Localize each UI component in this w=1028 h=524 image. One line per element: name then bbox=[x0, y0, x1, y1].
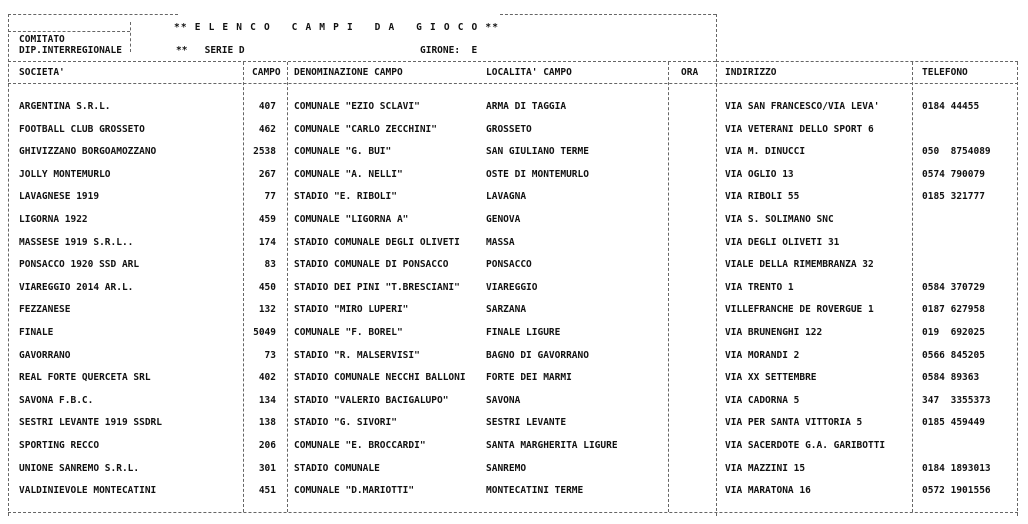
cell-localita: OSTE DI MONTEMURLO bbox=[486, 169, 589, 180]
cell-campo: 73 bbox=[264, 350, 276, 361]
cell-localita: FORTE DEI MARMI bbox=[486, 372, 572, 383]
cell-campo: 459 bbox=[258, 214, 276, 225]
cell-societa: PONSACCO 1920 SSD ARL bbox=[19, 259, 140, 270]
cell-societa: SAVONA F.B.C. bbox=[19, 395, 94, 406]
cell-societa: JOLLY MONTEMURLO bbox=[19, 169, 111, 180]
cell-societa: ARGENTINA S.R.L. bbox=[19, 101, 111, 112]
cell-campo: 134 bbox=[258, 395, 276, 406]
cell-societa: FOOTBALL CLUB GROSSETO bbox=[19, 124, 145, 135]
cell-indirizzo: VIA RIBOLI 55 bbox=[725, 191, 800, 202]
cell-campo: 451 bbox=[258, 485, 276, 496]
col-header-telefono: TELEFONO bbox=[922, 67, 968, 78]
cell-campo: 174 bbox=[258, 237, 276, 248]
col-sep-ora bbox=[668, 62, 669, 512]
cell-indirizzo: VIA SAN FRANCESCO/VIA LEVA' bbox=[725, 101, 880, 112]
table-bottom-rule bbox=[8, 512, 1018, 513]
cell-campo: 407 bbox=[258, 101, 276, 112]
cell-denominazione: STADIO COMUNALE NECCHI BALLONI bbox=[294, 372, 466, 383]
cell-telefono: 0185 459449 bbox=[922, 417, 985, 428]
cell-denominazione: COMUNALE "F. BOREL" bbox=[294, 327, 403, 338]
cell-denominazione: STADIO "R. MALSERVISI" bbox=[294, 350, 420, 361]
col-header-indirizzo: INDIRIZZO bbox=[725, 67, 777, 78]
col-sep-denominazione bbox=[287, 62, 288, 512]
cell-indirizzo: VIA MORANDI 2 bbox=[725, 350, 800, 361]
cell-localita: BAGNO DI GAVORRANO bbox=[486, 350, 589, 361]
left-border bbox=[8, 14, 9, 516]
cell-campo: 5049 bbox=[253, 327, 276, 338]
cell-denominazione: STADIO "MIRO LUPERI" bbox=[294, 304, 409, 315]
cell-campo: 138 bbox=[258, 417, 276, 428]
cell-denominazione: COMUNALE "A. NELLI" bbox=[294, 169, 403, 180]
cell-denominazione: STADIO "VALERIO BACIGALUPO" bbox=[294, 395, 449, 406]
cell-societa: VALDINIEVOLE MONTECATINI bbox=[19, 485, 157, 496]
comitato-label: COMITATO bbox=[19, 34, 65, 45]
cell-indirizzo: VIA S. SOLIMANO SNC bbox=[725, 214, 834, 225]
cell-campo: 301 bbox=[258, 463, 276, 474]
cell-denominazione: COMUNALE "G. BUI" bbox=[294, 146, 392, 157]
cell-indirizzo: VIALE DELLA RIMEMBRANZA 32 bbox=[725, 259, 874, 270]
cell-indirizzo: VIA MARATONA 16 bbox=[725, 485, 811, 496]
cell-localita: SARZANA bbox=[486, 304, 527, 315]
cell-localita: MASSA bbox=[486, 237, 515, 248]
cell-societa: VIAREGGIO 2014 AR.L. bbox=[19, 282, 134, 293]
cell-telefono: 0584 370729 bbox=[922, 282, 985, 293]
cell-societa: SESTRI LEVANTE 1919 SSDRL bbox=[19, 417, 162, 428]
cell-societa: GHIVIZZANO BORGOAMOZZANO bbox=[19, 146, 157, 157]
column-header-top-rule-right bbox=[716, 61, 1018, 62]
cell-denominazione: STADIO COMUNALE DEGLI OLIVETI bbox=[294, 237, 460, 248]
header-top-rule-left bbox=[8, 14, 178, 15]
cell-campo: 450 bbox=[258, 282, 276, 293]
cell-telefono: 0574 790079 bbox=[922, 169, 985, 180]
cell-indirizzo: VILLEFRANCHE DE ROVERGUE 1 bbox=[725, 304, 874, 315]
cell-campo: 132 bbox=[258, 304, 276, 315]
cell-indirizzo: VIA DEGLI OLIVETI 31 bbox=[725, 237, 840, 248]
col-header-localita: LOCALITA' CAMPO bbox=[486, 67, 572, 78]
header-top-rule-right bbox=[500, 14, 716, 15]
cell-telefono: 0187 627958 bbox=[922, 304, 985, 315]
cell-telefono: 347 3355373 bbox=[922, 395, 991, 406]
cell-indirizzo: VIA M. DINUCCI bbox=[725, 146, 806, 157]
cell-localita: GROSSETO bbox=[486, 124, 532, 135]
cell-localita: SAVONA bbox=[486, 395, 521, 406]
cell-denominazione: STADIO "G. SIVORI" bbox=[294, 417, 397, 428]
cell-societa: FINALE bbox=[19, 327, 54, 338]
serie-label: ** SERIE D bbox=[176, 45, 245, 56]
col-header-societa: SOCIETA' bbox=[19, 67, 65, 78]
cell-societa: LAVAGNESE 1919 bbox=[19, 191, 100, 202]
cell-localita: LAVAGNA bbox=[486, 191, 527, 202]
cell-telefono: 0566 845205 bbox=[922, 350, 985, 361]
right-border bbox=[1017, 62, 1018, 516]
middle-border bbox=[716, 14, 717, 516]
cell-campo: 402 bbox=[258, 372, 276, 383]
cell-campo: 77 bbox=[264, 191, 276, 202]
cell-denominazione: STADIO "E. RIBOLI" bbox=[294, 191, 397, 202]
cell-indirizzo: VIA OGLIO 13 bbox=[725, 169, 794, 180]
cell-denominazione: COMUNALE "EZIO SCLAVI" bbox=[294, 101, 420, 112]
cell-societa: UNIONE SANREMO S.R.L. bbox=[19, 463, 140, 474]
cell-localita: SESTRI LEVANTE bbox=[486, 417, 567, 428]
cell-indirizzo: VIA CADORNA 5 bbox=[725, 395, 800, 406]
cell-indirizzo: VIA TRENTO 1 bbox=[725, 282, 794, 293]
col-header-campo: CAMPO bbox=[252, 67, 281, 78]
cell-societa: REAL FORTE QUERCETA SRL bbox=[19, 372, 151, 383]
cell-telefono: 050 8754089 bbox=[922, 146, 991, 157]
cell-denominazione: STADIO COMUNALE DI PONSACCO bbox=[294, 259, 449, 270]
cell-societa: SPORTING RECCO bbox=[19, 440, 100, 451]
cell-indirizzo: VIA XX SETTEMBRE bbox=[725, 372, 817, 383]
cell-localita: SANREMO bbox=[486, 463, 527, 474]
document-title: ** E L E N C O C A M P I D A G I O C O ** bbox=[174, 22, 500, 33]
cell-localita: SAN GIULIANO TERME bbox=[486, 146, 589, 157]
cell-telefono: 0184 44455 bbox=[922, 101, 980, 112]
dip-label: DIP.INTERREGIONALE bbox=[19, 45, 122, 56]
cell-campo: 267 bbox=[258, 169, 276, 180]
cell-denominazione: STADIO DEI PINI "T.BRESCIANI" bbox=[294, 282, 460, 293]
cell-denominazione: COMUNALE "CARLO ZECCHINI" bbox=[294, 124, 437, 135]
cell-campo: 206 bbox=[258, 440, 276, 451]
comitato-rule bbox=[8, 31, 130, 32]
cell-telefono: 0584 89363 bbox=[922, 372, 980, 383]
cell-campo: 2538 bbox=[253, 146, 276, 157]
column-header-bottom-rule bbox=[8, 83, 1018, 84]
cell-indirizzo: VIA BRUNENGHI 122 bbox=[725, 327, 823, 338]
cell-denominazione: COMUNALE "D.MARIOTTI" bbox=[294, 485, 415, 496]
cell-telefono: 0184 1893013 bbox=[922, 463, 991, 474]
cell-indirizzo: VIA PER SANTA VITTORIA 5 bbox=[725, 417, 863, 428]
cell-societa: FEZZANESE bbox=[19, 304, 71, 315]
cell-localita: PONSACCO bbox=[486, 259, 532, 270]
cell-localita: ARMA DI TAGGIA bbox=[486, 101, 567, 112]
girone-label: GIRONE: E bbox=[420, 45, 478, 56]
cell-localita: GENOVA bbox=[486, 214, 521, 225]
cell-indirizzo: VIA VETERANI DELLO SPORT 6 bbox=[725, 124, 874, 135]
cell-telefono: 0185 321777 bbox=[922, 191, 985, 202]
cell-campo: 462 bbox=[258, 124, 276, 135]
cell-denominazione: COMUNALE "LIGORNA A" bbox=[294, 214, 409, 225]
cell-localita: FINALE LIGURE bbox=[486, 327, 561, 338]
cell-societa: LIGORNA 1922 bbox=[19, 214, 88, 225]
cell-campo: 83 bbox=[264, 259, 276, 270]
cell-denominazione: COMUNALE "E. BROCCARDI" bbox=[294, 440, 426, 451]
cell-telefono: 019 692025 bbox=[922, 327, 985, 338]
col-header-denominazione: DENOMINAZIONE CAMPO bbox=[294, 67, 403, 78]
header-divider bbox=[130, 22, 131, 52]
cell-societa: GAVORRANO bbox=[19, 350, 71, 361]
cell-localita: SANTA MARGHERITA LIGURE bbox=[486, 440, 618, 451]
column-header-top-rule bbox=[8, 61, 716, 62]
col-sep-telefono bbox=[912, 62, 913, 512]
col-header-ora: ORA bbox=[681, 67, 699, 78]
cell-indirizzo: VIA SACERDOTE G.A. GARIBOTTI bbox=[725, 440, 886, 451]
cell-localita: MONTECATINI TERME bbox=[486, 485, 584, 496]
cell-denominazione: STADIO COMUNALE bbox=[294, 463, 380, 474]
cell-societa: MASSESE 1919 S.R.L.. bbox=[19, 237, 134, 248]
cell-telefono: 0572 1901556 bbox=[922, 485, 991, 496]
cell-indirizzo: VIA MAZZINI 15 bbox=[725, 463, 806, 474]
cell-localita: VIAREGGIO bbox=[486, 282, 538, 293]
